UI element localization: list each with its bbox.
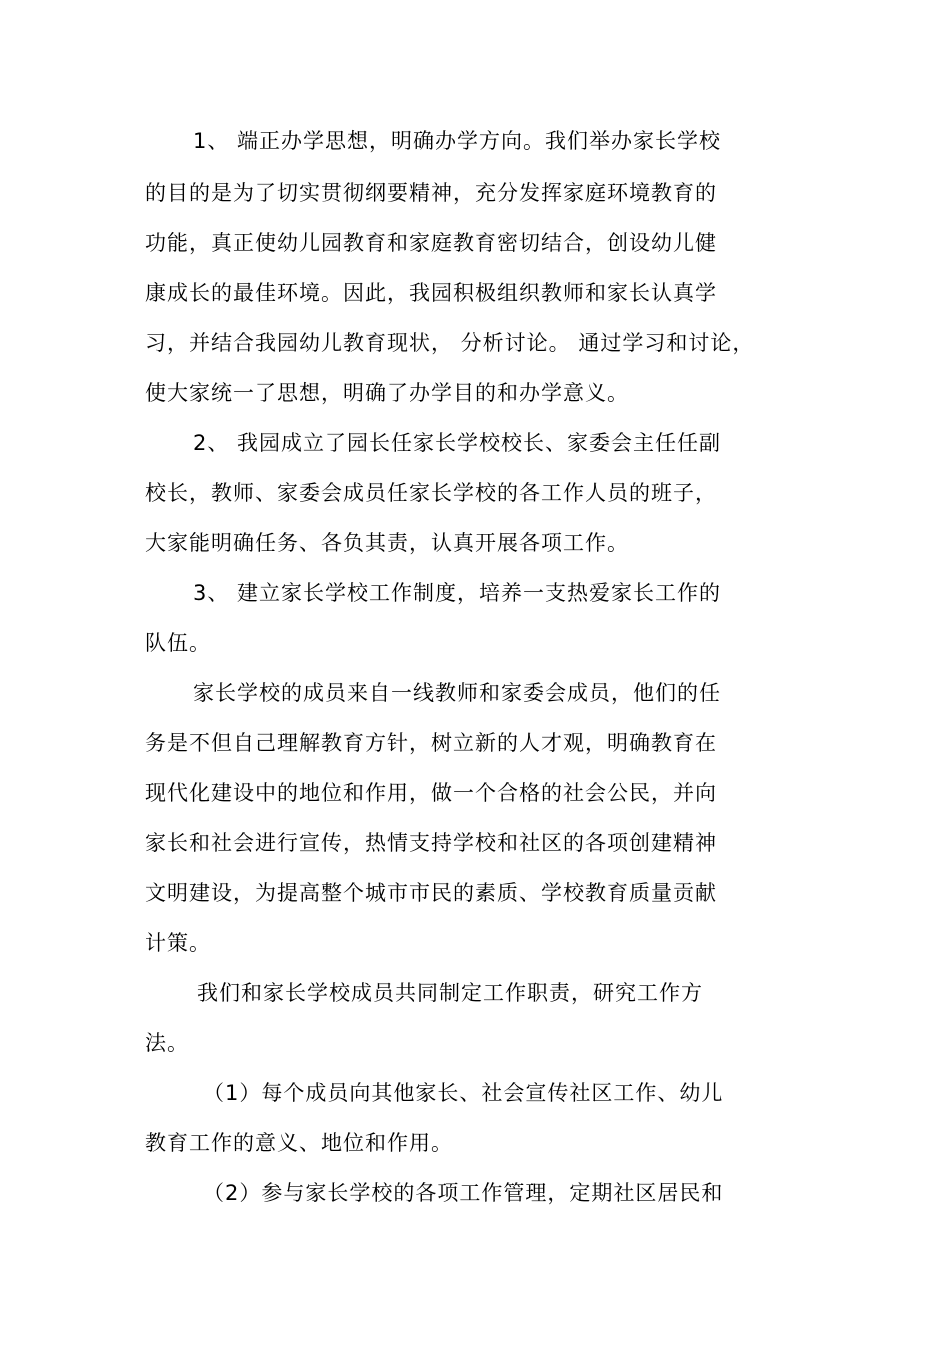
text-line: 现代化建设中的地位和作用，做一个合格的社会公民，并向 — [145, 781, 717, 805]
text-line: 习，并结合我园幼儿教育现状， 分析讨论。 通过学习和讨论， — [145, 331, 755, 355]
text-line: 大家能明确任务、各负其责，认真开展各项工作。 — [145, 531, 629, 555]
text-line: 3、 建立家长学校工作制度，培养一支热爱家长工作的 — [193, 581, 722, 605]
text-line: 我们和家长学校成员共同制定工作职责，研究工作方 — [197, 981, 703, 1005]
text-line: 的目的是为了切实贯彻纲要精神，充分发挥家庭环境教育的 — [145, 181, 717, 205]
text-line: 康成长的最佳环境。因此，我园积极组织教师和家长认真学 — [145, 281, 717, 305]
text-line: 家长学校的成员来自一线教师和家委会成员，他们的任 — [193, 681, 721, 705]
text-line: 计策。 — [145, 931, 211, 955]
text-line: 教育工作的意义、地位和作用。 — [145, 1131, 453, 1155]
text-line: 队伍。 — [145, 631, 211, 655]
text-line: 校长，教师、家委会成员任家长学校的各工作人员的班子， — [145, 481, 717, 505]
text-line: 2、 我园成立了园长任家长学校校长、家委会主任任副 — [193, 431, 722, 455]
text-line: 文明建设，为提高整个城市市民的素质、学校教育质量贡献 — [145, 881, 717, 905]
text-line: （2）参与家长学校的各项工作管理，定期社区居民和 — [203, 1181, 724, 1205]
text-line: 法。 — [145, 1031, 189, 1055]
text-line: （1）每个成员向其他家长、社会宣传社区工作、幼儿 — [203, 1081, 724, 1105]
text-line: 家长和社会进行宣传，热情支持学校和社区的各项创建精神 — [145, 831, 717, 855]
text-line: 务是不但自己理解教育方针，树立新的人才观，明确教育在 — [145, 731, 717, 755]
text-line: 使大家统一了思想，明确了办学目的和办学意义。 — [145, 381, 629, 405]
text-line: 功能，真正使幼儿园教育和家庭教育密切结合，创设幼儿健 — [145, 231, 717, 255]
text-line: 1、 端正办学思想，明确办学方向。我们举办家长学校 — [193, 129, 722, 153]
